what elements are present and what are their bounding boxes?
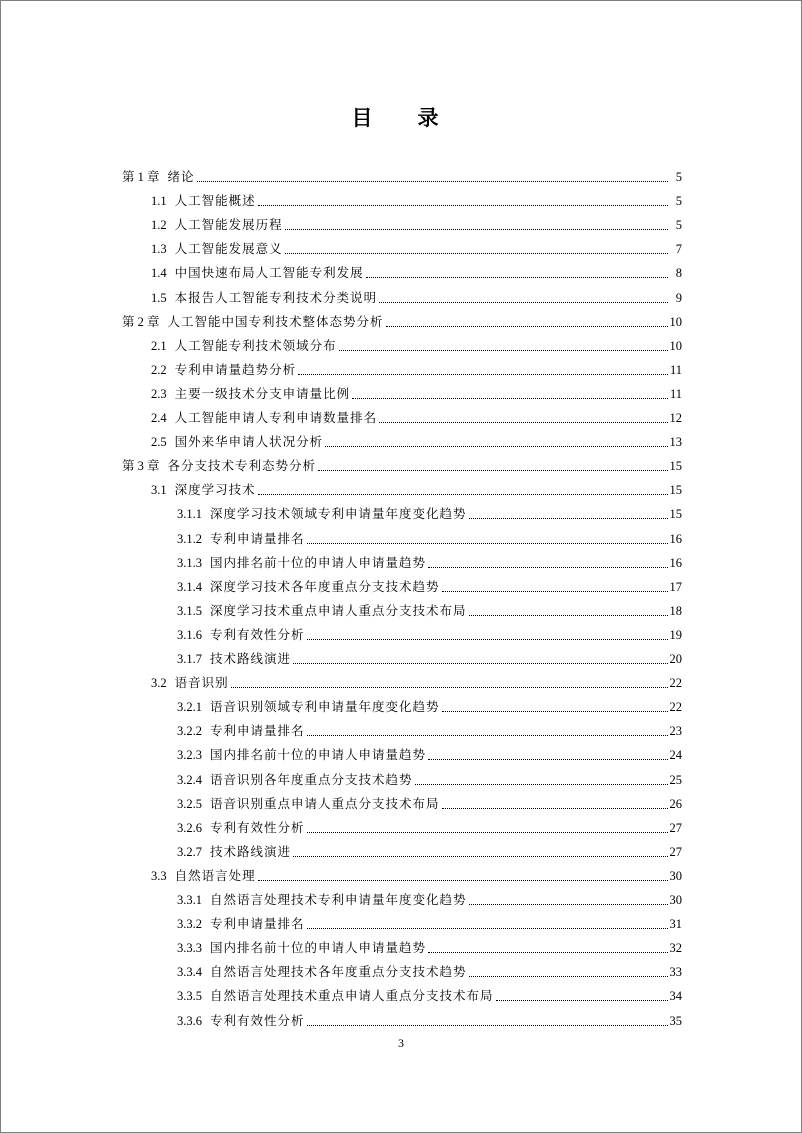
toc-entry-page: 32: [669, 941, 682, 956]
toc-entry-label: 语音识别: [174, 675, 229, 691]
toc-entry[interactable]: [122, 597, 682, 619]
toc-entry[interactable]: [122, 838, 682, 860]
toc-entry[interactable]: [122, 862, 682, 884]
toc-entry[interactable]: [122, 235, 682, 257]
toc-entry-page: 35: [669, 1013, 682, 1028]
toc-entry[interactable]: [122, 259, 682, 281]
dot-leader: [298, 373, 668, 375]
dot-leader: [231, 686, 668, 688]
toc-entry-label: 国内排名前十位的申请人申请量趋势: [210, 747, 427, 763]
toc-entry-label: 本报告人工智能专利技术分类说明: [174, 289, 378, 305]
dot-leader: [469, 975, 668, 977]
toc-entry[interactable]: [122, 669, 682, 691]
toc-entry-page: 22: [669, 700, 682, 715]
toc-entry[interactable]: [122, 380, 682, 402]
toc-entry[interactable]: [122, 163, 682, 185]
toc-entry-page: 16: [669, 555, 682, 570]
toc-entry[interactable]: [122, 500, 682, 522]
dot-leader: [386, 325, 668, 327]
toc-entry-number: 3.3.6: [177, 1013, 202, 1028]
toc-entry-number: 第 2 章: [122, 314, 160, 329]
toc-entry-page: 15: [669, 507, 682, 522]
dot-leader: [285, 228, 668, 230]
toc-entry-label: 语音识别领域专利申请量年度变化趋势: [210, 699, 440, 715]
dot-leader: [293, 662, 667, 664]
toc-entry-page: 25: [669, 772, 682, 787]
page-number: 3: [398, 1036, 404, 1050]
toc-entry-number: 3.1: [151, 483, 167, 498]
toc-entry-number: 3.1.3: [177, 555, 202, 570]
toc-entry-label: 技术路线演进: [210, 651, 292, 666]
toc-entry-page: 23: [669, 724, 682, 739]
toc-entry-label: 深度学习技术: [174, 482, 256, 498]
toc-entry-label: 人工智能专利技术领域分布: [174, 337, 337, 353]
toc-entry-label: 国外来华申请人状况分析: [174, 434, 324, 450]
toc-entry-number: 3.2.3: [177, 748, 202, 763]
toc-entry-number: 1.5: [151, 290, 167, 305]
toc-entry-label: 主要一级技术分支申请量比例: [174, 385, 351, 401]
toc-entry-page: 30: [669, 893, 682, 907]
toc-entry-label: 语音识别重点申请人重点分支技术布局: [210, 795, 440, 811]
toc-entry-number: 3.1.4: [177, 579, 202, 594]
toc-entry-label: 技术路线演进: [210, 843, 292, 859]
toc-entry[interactable]: [122, 428, 682, 450]
toc-entry-number: 3.1.7: [177, 652, 202, 666]
toc-entry-page: 17: [669, 579, 682, 594]
toc-entry-page: 12: [669, 411, 682, 425]
toc-entry[interactable]: [122, 404, 682, 426]
toc-entry-page: 5: [675, 194, 682, 209]
toc-entry-label: 人工智能发展意义: [174, 241, 283, 257]
toc-entry-number: 1.3: [151, 242, 167, 257]
toc-entry-page: 5: [675, 218, 682, 233]
toc-entry-label: 人工智能概述: [174, 193, 256, 209]
toc-entry-number: 2.3: [151, 386, 167, 401]
toc-entry-page: 34: [669, 989, 682, 1004]
toc-entry-page: 16: [669, 531, 682, 546]
dot-leader: [307, 638, 668, 640]
toc-entry[interactable]: [122, 525, 682, 547]
toc-entry[interactable]: [122, 452, 682, 474]
toc-entry-page: 13: [669, 435, 682, 450]
toc-entry-page: 10: [669, 338, 682, 353]
toc-entry-page: 27: [669, 820, 682, 835]
toc-entry-page: 20: [669, 652, 682, 666]
toc-entry-page: 27: [669, 844, 682, 859]
dot-leader: [379, 421, 667, 423]
toc-entry-number: 2.5: [151, 435, 167, 450]
toc-entry-number: 3.1.2: [177, 531, 202, 546]
toc-entry-label: 专利申请量趋势分析: [174, 361, 297, 377]
dot-leader: [366, 276, 668, 278]
dot-leader: [428, 951, 667, 953]
toc-entry[interactable]: [122, 549, 682, 571]
toc-entry-label: 专利有效性分析: [210, 819, 305, 835]
dot-leader: [428, 566, 667, 568]
toc-entry-number: 3.3.3: [177, 941, 202, 956]
toc-entry[interactable]: [122, 741, 682, 763]
toc-entry-page: 8: [675, 266, 682, 281]
dot-leader: [307, 831, 668, 833]
dot-leader: [469, 517, 668, 519]
toc-entry-page: 31: [669, 917, 682, 932]
toc-entry-page: 22: [669, 676, 682, 691]
dot-leader: [325, 445, 667, 447]
toc-entry-label: 各分支技术专利态势分析: [167, 458, 317, 474]
dot-leader: [339, 349, 668, 351]
dot-leader: [197, 180, 668, 182]
toc-entry[interactable]: [122, 332, 682, 354]
toc-entry[interactable]: [122, 958, 682, 980]
dot-leader: [428, 758, 667, 760]
toc-entry-number: 第 1 章: [122, 170, 160, 184]
toc-entry-number: 第 3 章: [122, 459, 160, 474]
toc-entry-label: 自然语言处理技术专利申请量年度变化趋势: [210, 892, 467, 907]
toc-entry-page: 26: [669, 796, 682, 811]
toc-entry-number: 3.3.4: [177, 965, 202, 980]
toc-entry-page: 11: [669, 386, 682, 401]
toc-entry-number: 3.1.6: [177, 627, 202, 642]
dot-leader: [442, 590, 668, 592]
toc-entry-label: 专利申请量排名: [210, 530, 305, 546]
toc-entry-label: 绪论: [167, 169, 195, 184]
toc-entry-page: 19: [669, 627, 682, 642]
toc-entry-label: 人工智能发展历程: [174, 217, 283, 233]
toc-entry-number: 3.2.6: [177, 820, 202, 835]
toc-entry-page: 7: [675, 242, 682, 257]
toc-entry-label: 人工智能中国专利技术整体态势分析: [167, 313, 384, 329]
toc-entry[interactable]: [122, 693, 682, 715]
toc-entry-number: 3.2: [151, 676, 167, 691]
toc-entry-number: 2.4: [151, 411, 167, 425]
dot-leader: [258, 204, 668, 206]
toc-entry[interactable]: [122, 886, 682, 908]
toc-entry[interactable]: [122, 308, 682, 330]
toc-entry-label: 国内排名前十位的申请人申请量趋势: [210, 554, 427, 570]
toc-entry-number: 2.2: [151, 362, 167, 377]
toc-entry-page: 11: [669, 362, 682, 377]
toc-entry-number: 3.3: [151, 868, 167, 883]
dot-leader: [469, 614, 668, 616]
dot-leader: [318, 469, 667, 471]
toc-entry-number: 3.1.1: [177, 507, 202, 522]
dot-leader: [352, 397, 668, 399]
toc-entry-number: 3.2.7: [177, 844, 202, 859]
toc-entry-page: 18: [669, 603, 682, 618]
toc-entry-page: 15: [669, 459, 682, 474]
toc-entry[interactable]: [122, 645, 682, 667]
toc-entry-label: 自然语言处理技术各年度重点分支技术趋势: [210, 964, 467, 980]
toc-entry[interactable]: [122, 814, 682, 836]
toc-entry-number: 3.3.2: [177, 917, 202, 932]
toc-entry-label: 专利有效性分析: [210, 626, 305, 642]
toc-entry-label: 语音识别各年度重点分支技术趋势: [210, 771, 413, 787]
toc-entry-page: 10: [669, 314, 682, 329]
toc-entry-label: 深度学习技术重点申请人重点分支技术布局: [210, 602, 467, 618]
toc-entry-number: 3.1.5: [177, 603, 202, 618]
toc-entry[interactable]: [122, 476, 682, 498]
toc-entry[interactable]: [122, 621, 682, 643]
toc-entry-number: 3.2.2: [177, 724, 202, 739]
toc-entry[interactable]: [122, 766, 682, 788]
toc-entry[interactable]: [122, 982, 682, 1004]
toc-entry[interactable]: [122, 717, 682, 739]
toc-entry-number: 3.2.4: [177, 772, 202, 787]
toc-entry-label: 深度学习技术各年度重点分支技术趋势: [210, 578, 440, 594]
dot-leader: [496, 999, 668, 1001]
toc-entry[interactable]: [122, 211, 682, 233]
dot-leader: [293, 855, 667, 857]
dot-leader: [258, 879, 668, 881]
toc-entry-label: 专利申请量排名: [210, 723, 305, 739]
toc-entry-number: 3.2.5: [177, 796, 202, 811]
toc-entry[interactable]: [122, 790, 682, 812]
toc-entry-label: 人工智能申请人专利申请数量排名: [174, 410, 378, 425]
toc-entry-label: 自然语言处理: [174, 867, 256, 883]
toc-entry-page: 30: [669, 868, 682, 883]
toc-entry-page: 24: [669, 748, 682, 763]
dot-leader: [307, 734, 668, 736]
toc-entry-label: 自然语言处理技术重点申请人重点分支技术布局: [210, 988, 494, 1004]
toc-entry[interactable]: [122, 1007, 682, 1029]
page-title: 目 录: [351, 106, 451, 130]
toc-entry-page: 5: [675, 170, 682, 184]
toc-entry[interactable]: [122, 573, 682, 595]
toc-entry[interactable]: [122, 910, 682, 932]
dot-leader: [442, 710, 668, 712]
dot-leader: [415, 783, 668, 785]
toc-entry-label: 专利有效性分析: [210, 1012, 305, 1028]
dot-leader: [307, 927, 668, 929]
toc-entry[interactable]: [122, 284, 682, 306]
toc-entry[interactable]: [122, 356, 682, 378]
toc-entry[interactable]: [122, 187, 682, 209]
dot-leader: [285, 252, 668, 254]
dot-leader: [307, 1024, 668, 1026]
toc-entry-label: 深度学习技术领域专利申请量年度变化趋势: [210, 506, 467, 522]
toc-entry-page: 15: [669, 483, 682, 498]
toc-entry-label: 国内排名前十位的申请人申请量趋势: [210, 940, 427, 956]
toc-entry-label: 中国快速布局人工智能专利发展: [174, 265, 364, 281]
toc-entry-number: 3.2.1: [177, 700, 202, 715]
dot-leader: [442, 807, 668, 809]
toc-entry-label: 专利申请量排名: [210, 916, 305, 932]
dot-leader: [258, 493, 668, 495]
dot-leader: [307, 542, 668, 544]
toc-entry-number: 1.1: [151, 194, 167, 209]
toc-entry-page: 9: [675, 290, 682, 305]
dot-leader: [379, 301, 668, 303]
toc-entry[interactable]: [122, 934, 682, 956]
toc-entry-number: 1.2: [151, 218, 167, 233]
toc-entry-number: 3.3.5: [177, 989, 202, 1004]
toc-entry-page: 33: [669, 965, 682, 980]
toc-entry-number: 1.4: [151, 266, 167, 281]
toc-entry-number: 2.1: [151, 338, 167, 353]
dot-leader: [469, 903, 668, 905]
toc-entry-number: 3.3.1: [177, 893, 202, 907]
